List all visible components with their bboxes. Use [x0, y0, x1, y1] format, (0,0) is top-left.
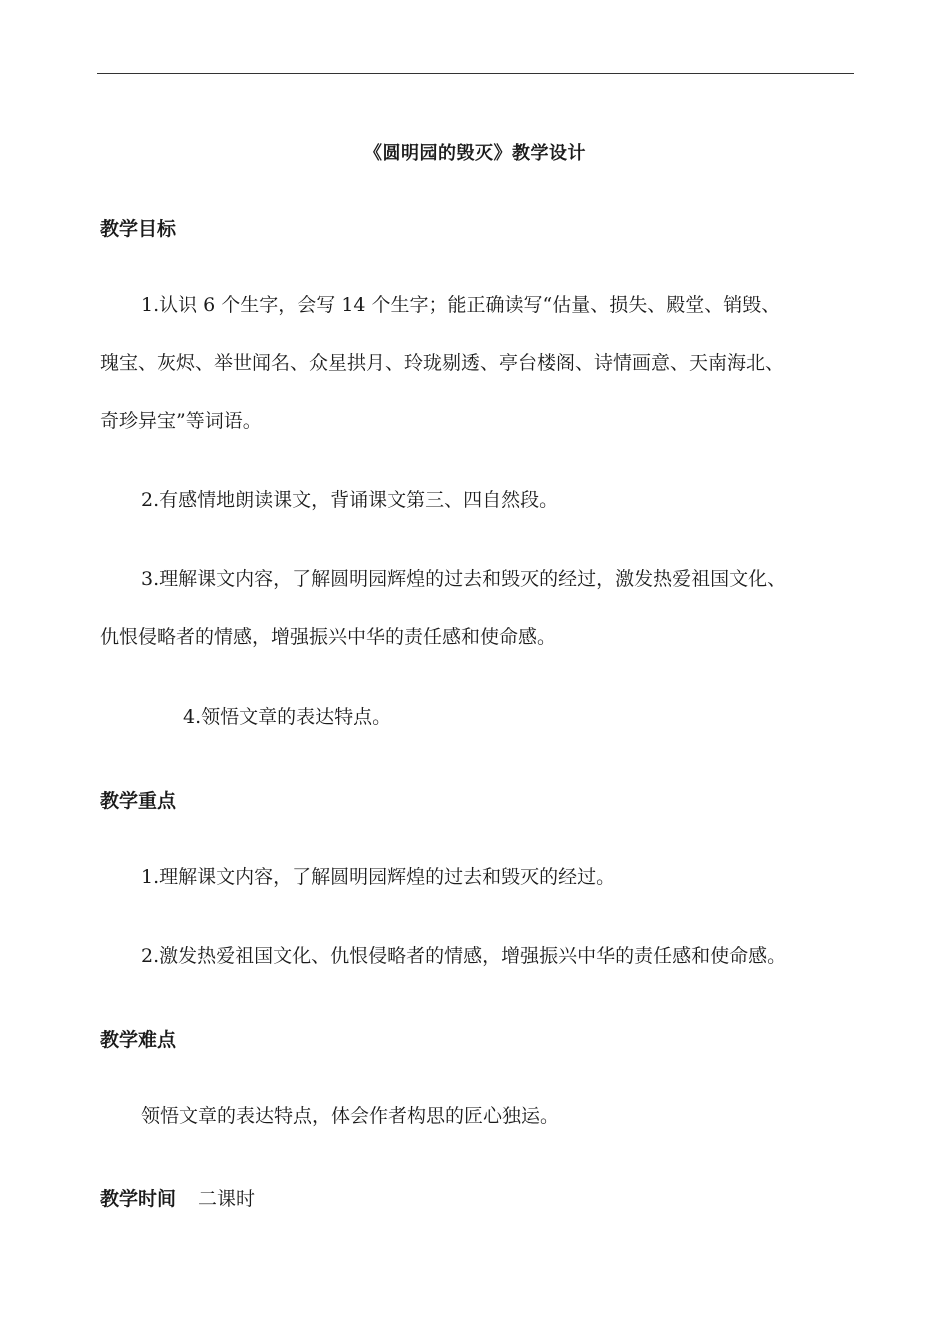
objective-3-line-1: 3.理解课文内容，了解圆明园辉煌的过去和毁灭的经过，激发热爱祖国文化、	[141, 568, 787, 590]
objectives-heading: 教学目标	[100, 218, 177, 240]
objective-1-line-1: 1.认识 6 个生字，会写 14 个生字；能正确读写“估量、损失、殿堂、销毁、	[141, 294, 781, 316]
difficulty-text: 领悟文章的表达特点，体会作者构思的匠心独运。	[141, 1105, 560, 1127]
header-rule	[97, 73, 854, 74]
key-point-1: 1.理解课文内容，了解圆明园辉煌的过去和毁灭的经过。	[141, 866, 616, 888]
objective-1-line-3: 奇珍异宝”等词语。	[100, 410, 262, 432]
key-points-heading: 教学重点	[100, 790, 177, 812]
time-heading: 教学时间	[100, 1188, 177, 1210]
objective-1-line-2: 瑰宝、灰烬、举世闻名、众星拱月、玲珑剔透、亭台楼阁、诗情画意、天南海北、	[100, 352, 785, 374]
time-row	[100, 1184, 255, 1211]
objective-3-line-2: 仇恨侵略者的情感，增强振兴中华的责任感和使命感。	[100, 626, 557, 648]
objective-2: 2.有感情地朗读课文，背诵课文第三、四自然段。	[141, 489, 559, 511]
document-title: 《圆明园的毁灭》教学设计	[364, 143, 586, 164]
objective-4: 4.领悟文章的表达特点。	[183, 706, 392, 728]
time-value: 二课时	[198, 1188, 256, 1210]
difficulties-heading: 教学难点	[100, 1029, 177, 1051]
key-point-2: 2.激发热爱祖国文化、仇恨侵略者的情感，增强振兴中华的责任感和使命感。	[141, 945, 787, 967]
